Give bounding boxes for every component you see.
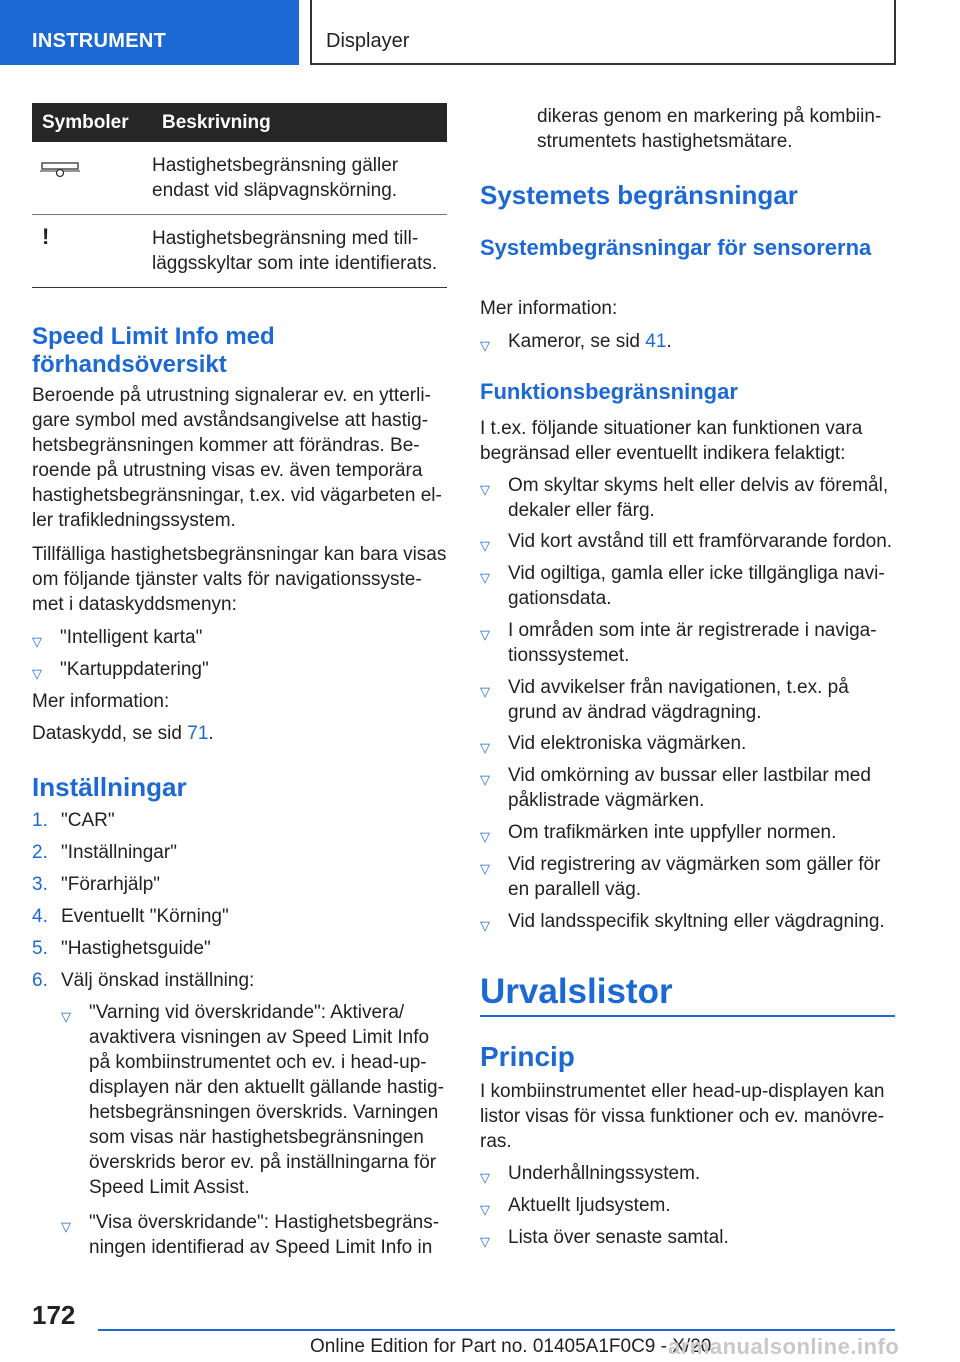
list-item: ▽ Vid elektroniska vägmärken. [480,731,895,756]
section-heading-limits: Systemets begränsningar [480,180,798,210]
bullet-triangle-icon: ▽ [61,1219,71,1234]
list-item: ▽ "Intelligent karta" [32,625,447,650]
table-row [32,142,447,215]
bullet-triangle-icon: ▽ [480,861,490,876]
bullet-triangle-icon: ▽ [480,538,490,553]
page-title: Displayer [326,30,410,52]
table-header-row [32,103,447,142]
list-item: ▽ "Varning vid överskridande": Aktivera/ avaktivera visningen av Speed Limit Info på kombiinstrumentet och ev. i head-up-displayen när den aktuellt gällande hastighetsbegränsningen överskrids. Varningen som visas när hastighetsbegränsningen överskrids beror ev. på inställningarna för Speed Limit Assist. [61,1002,444,1198]
paragraph: I kombiinstrumentet eller head-up-displayen kan listor visas för vissa funktioner och ev. manövreras. [480,1081,885,1152]
table-row [32,215,447,288]
page-number: 172 [32,1300,76,1330]
bullet-triangle-icon: ▽ [480,1170,490,1185]
step-item: 5. "Hastighetsguide" [32,938,211,959]
subheading-sensors: Systembegränsningar för sensorerna [480,235,872,260]
chapter-heading-selection-lists: Urvalslistor [480,972,673,1011]
more-info-label: Mer information: [32,691,170,712]
table-cell-icon [32,142,152,215]
list-item: ▽ "Kartuppdatering" [32,657,447,682]
list-item: ▽ Vid avvikelser från navigationen, t.ex. på grund av ändrad vägdragning. [480,677,849,723]
step-item: 4. Eventuellt "Körning" [32,906,229,927]
section-heading-settings: Inställningar [32,772,187,802]
list-item: ▽ Lista över senaste samtal. [480,1225,895,1250]
section-heading-principle: Princip [480,1041,575,1072]
exclamation-icon: ! [42,224,50,249]
list-item: ▽ Aktuellt ljudsystem. [480,1193,895,1218]
bullet-triangle-icon: ▽ [480,1202,490,1217]
bullet-triangle-icon: ▽ [480,570,490,585]
paragraph: I t.ex. följande situationer kan funktionen vara begränsad eller eventuellt indikera felaktigt: [480,418,863,464]
step-item: 6. Välj önskad inställning: [32,970,255,991]
list-item: ▽ Om trafikmärken inte uppfyller normen. [480,820,895,845]
step-item: 3. "Förarhjälp" [32,874,161,895]
bullet-triangle-icon: ▽ [480,482,490,497]
bullet-triangle-icon: ▽ [32,666,42,681]
list-item: ▽ Vid kort avstånd till ett framförvarande fordon. [480,529,895,554]
list-item: ▽ Vid ogiltiga, gamla eller icke tillgängliga navigationsdata. [480,563,885,609]
section-label: INSTRUMENT [32,30,167,52]
section-heading-speed-limit-info: Speed Limit Info med förhandsöversikt [32,323,275,378]
symbol-table [32,103,447,288]
table-cell-description: Hastighetsbegränsning med tillläggsskyltar som inte identifierats. [152,215,447,288]
table-cell-icon [32,215,152,288]
list-item: ▽ Underhållningssystem. [480,1161,895,1186]
heading-divider [480,1015,895,1017]
list-item: ▽ Vid omkörning av bussar eller lastbilar med påklistrade vägmärken. [480,765,871,811]
step-item: 2. "Inställningar" [32,842,177,863]
bullet-triangle-icon: ▽ [480,338,490,353]
page-link[interactable]: 71 [187,723,209,744]
list-item: ▽ Vid landsspecifik skyltning eller vägdragning. [480,909,895,934]
list-item: ▽ I områden som inte är registrerade i navigationssystemet. [480,620,877,666]
table-header-symbols: Symboler [32,103,152,142]
bullet-triangle-icon: ▽ [32,634,42,649]
page-link[interactable]: 41 [645,331,667,352]
subheading-functions: Funktionsbegränsningar [480,379,738,404]
trailer-speed-icon [32,153,152,186]
paragraph-continued: dikeras genom en markering på kombiinstrumentets hastighetsmätare. [537,106,882,152]
bullet-triangle-icon: ▽ [61,1009,71,1024]
more-info-label: Mer information: [480,298,618,319]
paragraph: Beroende på utrustning signalerar ev. en ytterligare symbol med avståndsangivelse att hastighetsbegränsningen kommer att förändras. Beroende på utrustning visas ev. även temporära hastighetsbegränsningar, t.ex. vid vägarbeten eller trafikledningssystem. [32,385,442,531]
list-item: ▽ Kameror, se sid 41. [480,329,895,354]
step-item: 1. "CAR" [32,810,115,831]
bullet-triangle-icon: ▽ [480,627,490,642]
footer-edition: Online Edition for Part no. 01405A1F0C9 - X/20 [310,1336,712,1357]
watermark: armanualsonline.info [668,1334,900,1359]
bullet-triangle-icon: ▽ [480,740,490,755]
paragraph: Tillfälliga hastighetsbegränsningar kan bara visas om följande tjänster valts för navigationssystemet i dataskyddsmenyn: [32,544,447,615]
section-tab [0,0,299,65]
bullet-triangle-icon: ▽ [480,1234,490,1249]
bullet-triangle-icon: ▽ [480,829,490,844]
list-item: ▽ Vid registrering av vägmärken som gäller för en parallell väg. [480,854,881,900]
list-item: ▽ Om skyltar skyms helt eller delvis av föremål, dekaler eller färg. [480,475,889,521]
bullet-triangle-icon: ▽ [480,772,490,787]
bullet-triangle-icon: ▽ [480,684,490,699]
footer-divider [98,1329,895,1331]
cross-reference: Dataskydd, se sid 71. [32,723,214,744]
table-cell-description: Hastighetsbegränsning gäller endast vid släpvagnskörning. [152,142,447,215]
table-header-description: Beskrivning [152,103,447,142]
list-item: ▽ "Visa överskridande": Hastighetsbegränsningen identifierad av Speed Limit Info in [61,1212,440,1258]
bullet-triangle-icon: ▽ [480,918,490,933]
